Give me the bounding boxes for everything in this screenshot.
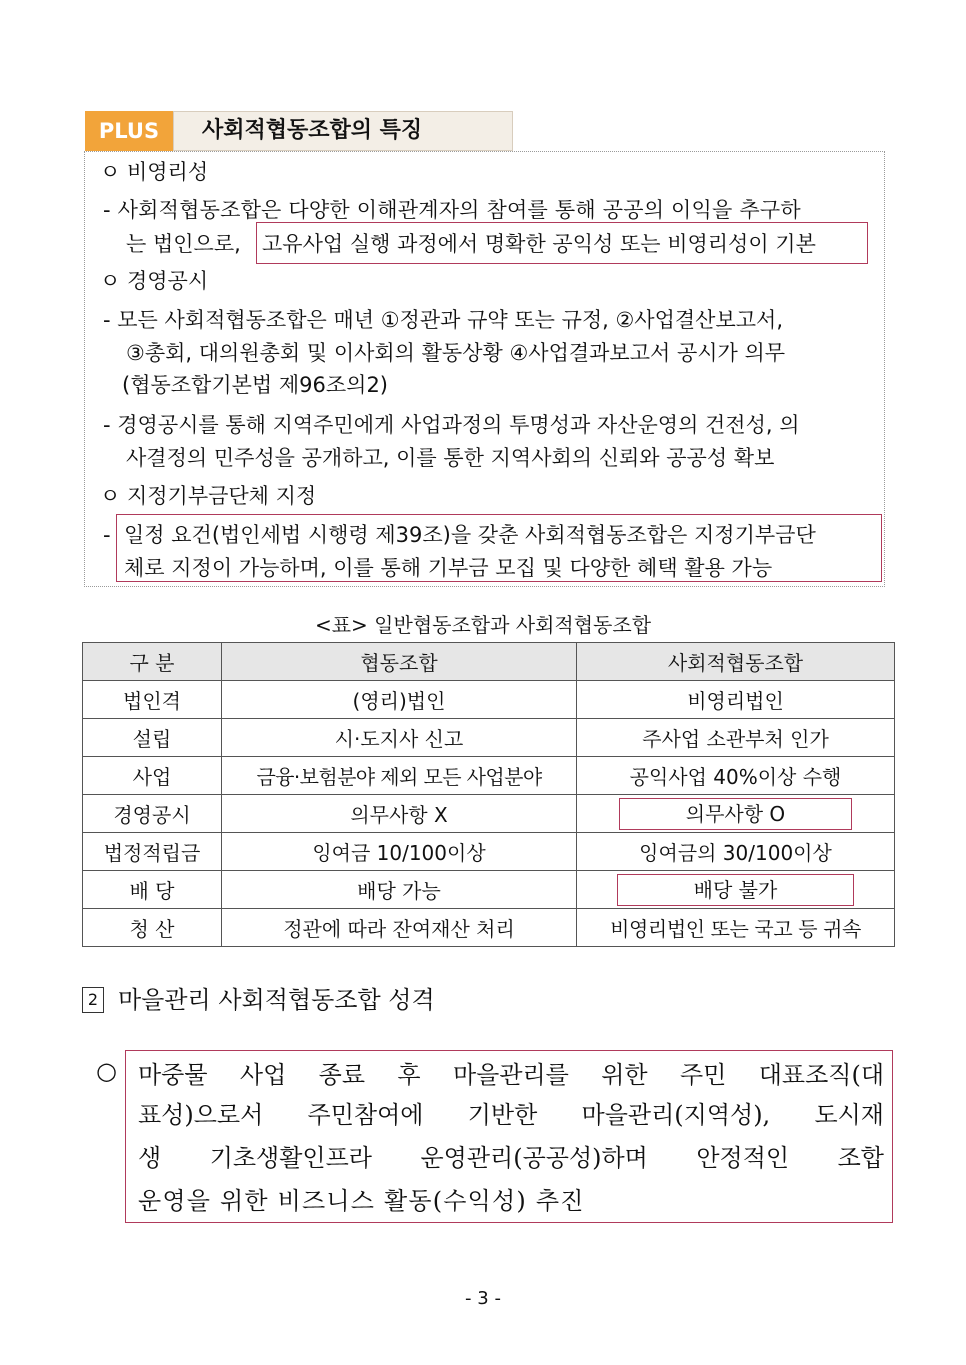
table-row bbox=[83, 757, 895, 795]
section-title-text: 마을관리 사회적협동조합 성격 bbox=[118, 986, 435, 1014]
plus-title: 사회적협동조합의 특징 bbox=[173, 111, 513, 151]
row-label: 법정적립금 bbox=[83, 833, 222, 871]
table-caption: <표> 일반협동조합과 사회적협동조합 bbox=[314, 613, 652, 637]
bullet-nonprofit: ㅇ 비영리성 bbox=[100, 160, 209, 184]
row-label: 사업 bbox=[83, 757, 222, 795]
donation-dash: - bbox=[103, 523, 111, 547]
nonprofit-line-2a: 는 법인으로, bbox=[126, 232, 241, 256]
social-coop-cell: 잉여금의 30/100이상 bbox=[577, 833, 895, 871]
coop-cell: 시·도지사 신고 bbox=[222, 719, 577, 757]
row-label: 법인격 bbox=[83, 681, 222, 719]
coop-cell: 금융·보험분야 제외 모든 사업분야 bbox=[222, 757, 577, 795]
coop-cell: 정관에 따라 잔여재산 처리 bbox=[222, 909, 577, 947]
row-label: 청 산 bbox=[83, 909, 222, 947]
coop-cell: 배당 가능 bbox=[222, 871, 577, 909]
plus-badge: PLUS bbox=[85, 111, 173, 151]
table-row bbox=[83, 909, 895, 947]
coop-cell: (영리)법인 bbox=[222, 681, 577, 719]
section-line-4: 운영을 위한 비즈니스 활동(수익성) 추진 bbox=[138, 1187, 585, 1215]
section-line-1: 마중물 사업 종료 후 마을관리를 위한 주민 대표조직(대 bbox=[138, 1061, 884, 1089]
social-coop-cell: 비영리법인 bbox=[577, 681, 895, 719]
table-row bbox=[83, 795, 895, 833]
social-coop-cell: 주사업 소관부처 인가 bbox=[577, 719, 895, 757]
header-category: 구 분 bbox=[83, 643, 222, 681]
social-coop-cell: 비영리법인 또는 국고 등 귀속 bbox=[577, 909, 895, 947]
table-row bbox=[83, 833, 895, 871]
table-row bbox=[83, 719, 895, 757]
donation-line-2: 체로 지정이 가능하며, 이를 통해 기부금 모집 및 다양한 혜택 활용 가능 bbox=[124, 556, 773, 580]
donation-line-1: 일정 요건(법인세법 시행령 제39조)을 갖춘 사회적협동조합은 지정기부금단 bbox=[124, 523, 816, 547]
bullet-disclosure: ㅇ 경영공시 bbox=[100, 269, 209, 293]
circle-bullet: ○ bbox=[96, 1057, 117, 1085]
section-number: 2 bbox=[82, 987, 104, 1013]
comparison-table bbox=[82, 642, 895, 947]
header-social-coop: 사회적협동조합 bbox=[577, 643, 895, 681]
table-header-row bbox=[83, 643, 895, 681]
bullet-donation: ㅇ 지정기부금단체 지정 bbox=[100, 484, 317, 508]
social-coop-cell: 공익사업 40%이상 수행 bbox=[577, 757, 895, 795]
section-title bbox=[82, 982, 435, 1018]
row-label: 설립 bbox=[83, 719, 222, 757]
page-number: - 3 - bbox=[465, 1288, 501, 1309]
section-line-3: 생 기초생활인프라 운영관리(공공성)하며 안정적인 조합 bbox=[138, 1144, 884, 1172]
plus-header bbox=[85, 111, 513, 151]
table-row bbox=[83, 871, 895, 909]
nonprofit-line-2b: 고유사업 실행 과정에서 명확한 공익성 또는 비영리성이 기본 bbox=[262, 232, 816, 256]
disclosure-line-2: ③총회, 대의원총회 및 이사회의 활동상황 ④사업결과보고서 공시가 의무 bbox=[126, 341, 786, 365]
header-coop: 협동조합 bbox=[222, 643, 577, 681]
section-line-2: 표성)으로서 주민참여에 기반한 마을관리(지역성), 도시재 bbox=[138, 1101, 884, 1129]
nonprofit-line-1: - 사회적협동조합은 다양한 이해관계자의 참여를 통해 공공의 이익을 추구하 bbox=[103, 198, 801, 222]
social-coop-cell-highlighted bbox=[577, 871, 895, 909]
row-label: 경영공시 bbox=[83, 795, 222, 833]
highlight-box-disclosure: 의무사항 O bbox=[619, 798, 852, 830]
highlight-box-dividend: 배당 불가 bbox=[617, 874, 855, 906]
disclosure-line-1: - 모든 사회적협동조합은 매년 ①정관과 규약 또는 규정, ②사업결산보고서, bbox=[103, 308, 783, 332]
row-label: 배 당 bbox=[83, 871, 222, 909]
disclosure-line-3: (협동조합기본법 제96조의2) bbox=[122, 373, 389, 397]
table-row bbox=[83, 681, 895, 719]
disclosure-line-4: - 경영공시를 통해 지역주민에게 사업과정의 투명성과 자산운영의 건전성, 의 bbox=[103, 413, 800, 437]
coop-cell: 의무사항 X bbox=[222, 795, 577, 833]
coop-cell: 잉여금 10/100이상 bbox=[222, 833, 577, 871]
social-coop-cell-highlighted bbox=[577, 795, 895, 833]
disclosure-line-5: 사결정의 민주성을 공개하고, 이를 통한 지역사회의 신뢰와 공공성 확보 bbox=[126, 446, 775, 470]
